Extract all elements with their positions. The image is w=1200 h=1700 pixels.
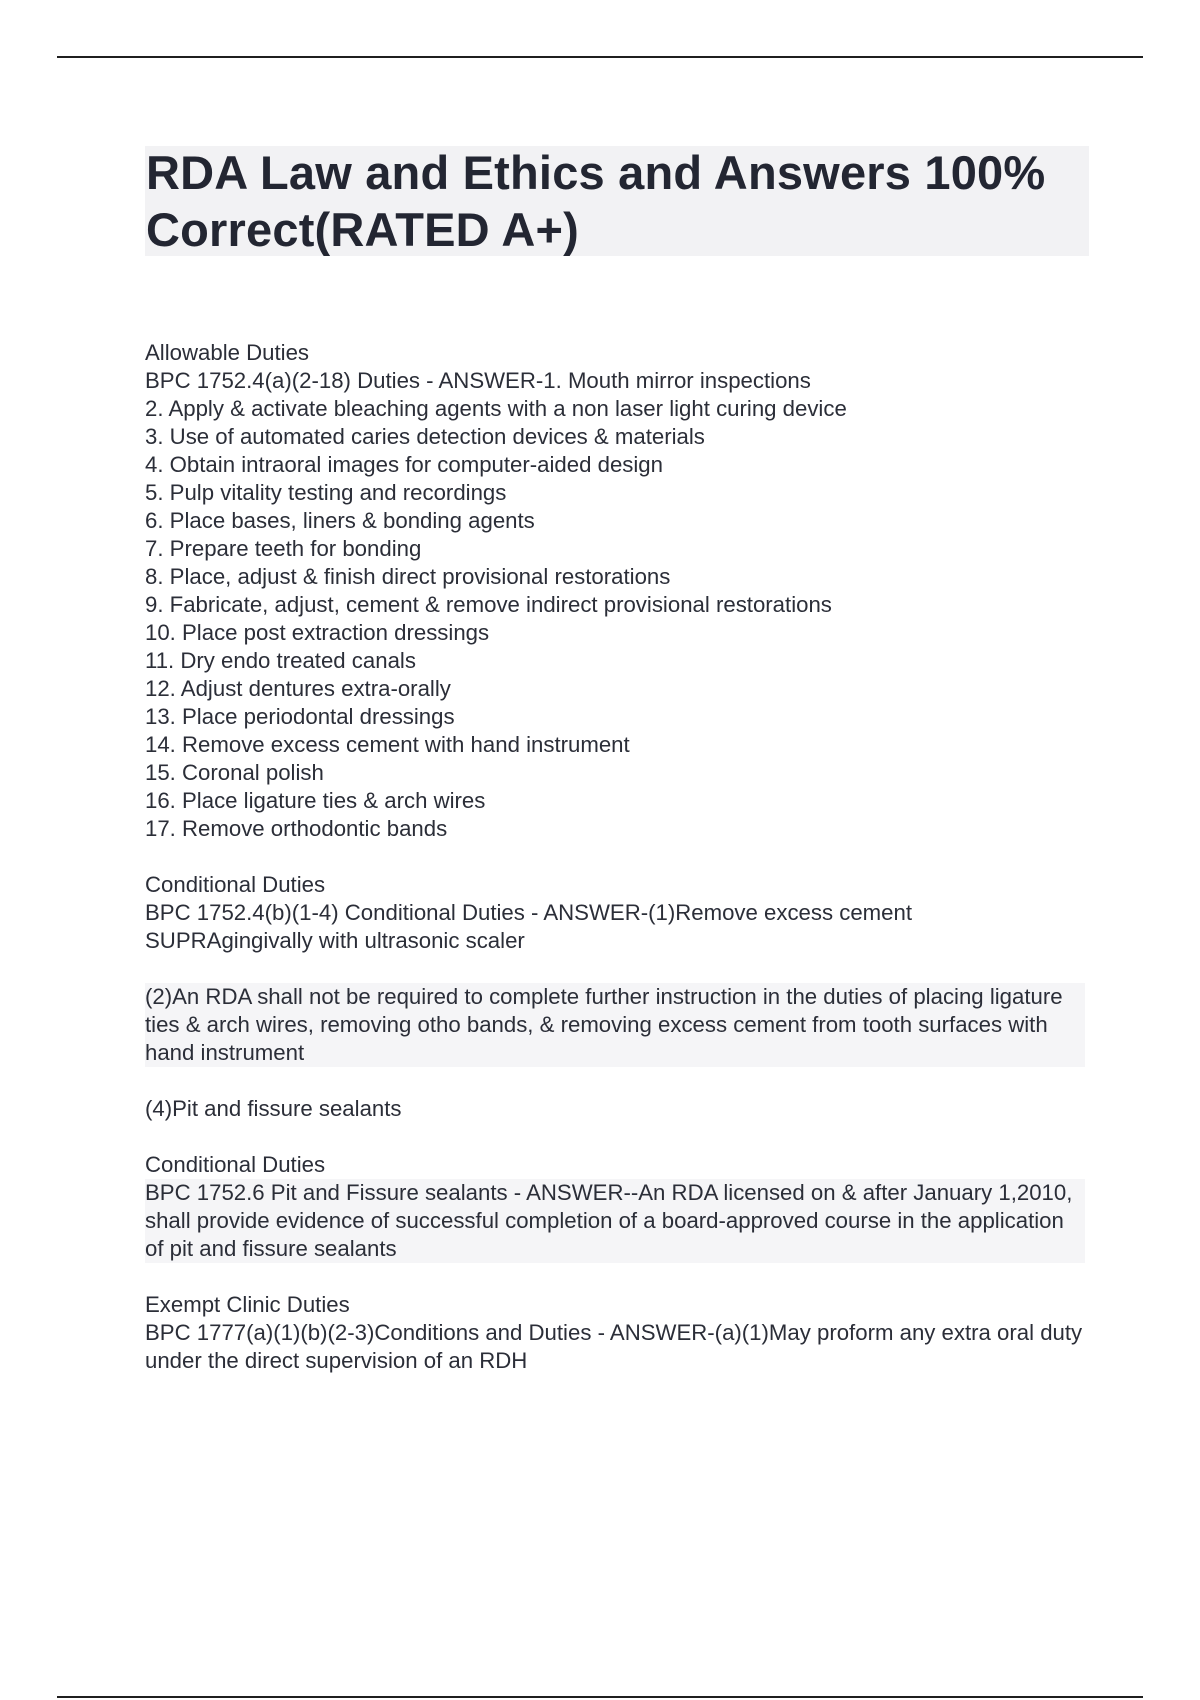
section-heading: Conditional Duties: [145, 872, 326, 897]
section-conditional-duties: [145, 871, 1085, 1123]
list-item: 9. Fabricate, adjust, cement & remove indirect provisional restorations: [145, 592, 832, 617]
list-item: 8. Place, adjust & finish direct provisional restorations: [145, 564, 671, 589]
paragraph: BPC 1777(a)(1)(b)(2-3)Conditions and Duties - ANSWER-(a)(1)May proform any extra oral duty under the direct supervision of an RDH: [145, 1320, 1083, 1373]
section-heading: Allowable Duties: [145, 340, 310, 365]
list-item: 14. Remove excess cement with hand instrument: [145, 732, 630, 757]
section-heading: Exempt Clinic Duties: [145, 1292, 350, 1317]
list-item: BPC 1752.4(a)(2-18) Duties - ANSWER-1. Mouth mirror inspections: [145, 368, 811, 393]
list-item: 11. Dry endo treated canals: [145, 648, 416, 673]
list-item: 4. Obtain intraoral images for computer-aided design: [145, 452, 663, 477]
section-conditional-duties-sealants: [145, 1151, 1085, 1263]
list-item: 6. Place bases, liners & bonding agents: [145, 508, 535, 533]
list-item: 13. Place periodontal dressings: [145, 704, 455, 729]
list-item: 16. Place ligature ties & arch wires: [145, 788, 486, 813]
section-heading: Conditional Duties: [145, 1152, 326, 1177]
list-item: 12. Adjust dentures extra-orally: [145, 676, 451, 701]
list-item: 7. Prepare teeth for bonding: [145, 536, 422, 561]
list-item: 10. Place post extraction dressings: [145, 620, 490, 645]
section-exempt-clinic-duties: [145, 1291, 1085, 1375]
paragraph: (2)An RDA shall not be required to complete further instruction in the duties of placing ligature ties & arch wires, removing otho bands, & removing excess cement from tooth surfaces with hand instrument: [145, 983, 1085, 1067]
list-item: 17. Remove orthodontic bands: [145, 816, 448, 841]
document-title: RDA Law and Ethics and Answers 100% Correct(RATED A+): [146, 146, 1046, 256]
section-allowable-duties: [145, 339, 1085, 843]
list-item: 3. Use of automated caries detection devices & materials: [145, 424, 705, 449]
top-divider: [57, 56, 1143, 58]
paragraph: BPC 1752.6 Pit and Fissure sealants - ANSWER--An RDA licensed on & after January 1,2010, shall provide evidence of successful completion of a board-approved course in the application of pit and fissure sealants: [145, 1179, 1085, 1263]
bottom-divider: [57, 1696, 1143, 1698]
paragraph: BPC 1752.4(b)(1-4) Conditional Duties - ANSWER-(1)Remove excess cement SUPRAgingivally with ultrasonic scaler: [145, 900, 912, 953]
list-item: 15. Coronal polish: [145, 760, 324, 785]
list-item: 2. Apply & activate bleaching agents with a non laser light curing device: [145, 396, 847, 421]
list-item: 5. Pulp vitality testing and recordings: [145, 480, 507, 505]
paragraph: (4)Pit and fissure sealants: [145, 1096, 402, 1121]
document-body: [145, 339, 1085, 1403]
